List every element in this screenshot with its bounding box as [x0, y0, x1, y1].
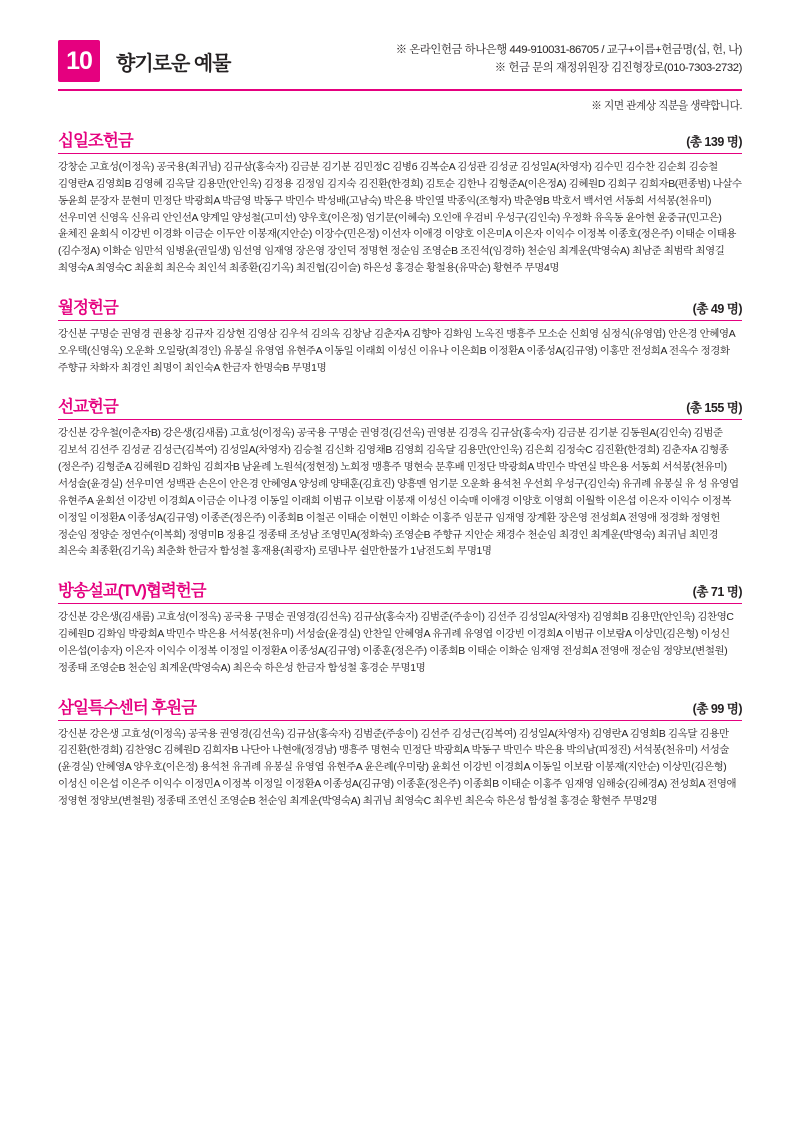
- omission-note: ※ 지면 관계상 직분을 생략합니다.: [591, 100, 742, 112]
- section-title: 십일조헌금: [58, 132, 133, 150]
- section-count: (총 71 명): [692, 585, 742, 600]
- section-header: [58, 577, 742, 604]
- offering-section-tv-broadcast: [58, 577, 742, 677]
- section-count: (총 139 명): [686, 135, 742, 149]
- online-offering-note: ※ 온라인헌금 하나은행 449-910031-86705 / 교구+이름+헌금명(십, 헌, 나): [395, 44, 742, 56]
- section-header: [58, 393, 742, 420]
- section-count: (총 49 명): [692, 301, 742, 316]
- section-header: [58, 694, 742, 721]
- section-title: 삼일특수센터 후원금: [58, 698, 197, 717]
- section-count: (총 155 명): [686, 401, 742, 416]
- section-title: 선교헌금: [58, 398, 118, 417]
- section-header: [58, 294, 742, 321]
- donor-name-list: 강신분 강은생 고효성(이정옥) 공국용 권영경(김선옥) 김규삼(홍숙자) 김범준(주송이) 김선주 김성근(김복여) 김성일A(차영자) 김영란A 김영희B 김옥달 김용만 김진환(한경희) 김찬영C 김혜원D 김희자B 나단아 나현애(정경남) 맹흥주 명현숙 민정단 박광희A 박동구 박민수 박은용 박의남(피정진) 서석봉(천유미) 서성술(윤경실) 안혜영A 양우호(이은정) 용석천 유귀례 유봉실 유영엽 유현주A 윤은례(우미랑) 윤회선 이강빈 이경희A 이동일 이보람 이봉재(지안순) 이상민(김은형) 이성신 이은섭 이은주 이익수 이정민A 이정복 이정일 이정환A 이종성A(김규영) 이종훈(정은주) 이종희B 이태순 이홍주 임재영 임해숭(김혜경A) 전성희A 전영애 정영현 정양보(변철원) 정종태 조연신 조영순B 천순임 최계운(박영숙A) 최귀님 최영숙C 최우빈 최은숙 하은성 함성철 홍경순 황현주 무명2명: [58, 728, 737, 807]
- section-header: [58, 127, 742, 154]
- offering-contact-note: ※ 헌금 문의 재정위원장 김진형장로(010-7303-2732): [494, 61, 742, 74]
- section-title: 방송설교(TV)협력헌금: [58, 582, 206, 601]
- offering-section-mission: [58, 393, 742, 561]
- header-notes: [396, 40, 742, 77]
- offering-section-tithe: [58, 127, 742, 278]
- donor-name-list: 강신분 강은생(김새롬) 고효성(이정옥) 공국용 구명순 권영경(김선옥) 김규삼(홍숙자) 김범준(주송이) 김선주 김성일A(차영자) 김영희B 김용만(안인욱) 김찬영C 김혜원D 김화임 박광희A 박민수 박은용 서석봉(천유미) 서성술(윤경실) 안찬일 안혜영A 유귀례 유영엽 이강빈 이경희A 이범규 이보람A 이상민(김은형) 이성신 이은섭(이송자) 이은자 이익수 이정복 이정일 이정환A 이종성A(김규영) 이종훈(정은주) 이종회B 이태순 이화순 임재영 전성희A 전영애 정순임 정양보(변철원) 정종태 조영순B 천순임 최계운(박영숙A) 최은숙 하은성 한금자 함성철 홍경순 무명1명: [58, 612, 734, 674]
- section-number-badge: 10: [58, 40, 100, 82]
- page-title: 향기로운 예물: [116, 52, 231, 75]
- donor-name-list: 강신분 구명순 권영경 권용창 김규자 김상현 김영삼 김우석 김의옥 김창남 김춘자A 김향아 김화임 노옥진 맹흥주 모소순 신희영 심정식(유영엽) 안은경 안혜영A 오우택(신영옥) 오운화 오일랑(최경인) 유봉실 유영엽 유현주A 이동일 이래희 이성신 이유나 이은희B 이정환A 이종성A(김규영) 이홍만 전성희A 전옥수 정경화 주향규 차화자 최경인 최명이 최인숙A 한금자 한명숙B 무명1명: [58, 328, 735, 374]
- offering-section-samil-center: [58, 694, 742, 811]
- donor-name-list: 강창순 고효성(이정옥) 공국용(최귀님) 김규삼(홍숙자) 김금분 김기분 김민정C 김병б 김복순A 김성관 김성균 김성일A(차영자) 김수민 김수찬 김순회 김승철 김영란A 김영희B 김영혜 김옥달 김용만(안인욱) 김정용 김정임 김지숙 김진환(한경희) 김토순 김한나 김형준A(이은정A) 김혜원D 김희구 김희자B(편종범) 나살수 동윤희 문장자 문현미 민정단 박광희A 박금영 박동구 박민수 박성배(고남숙) 박은용 박인열 박종익(조형자) 박춘영B 박호서 백서연 서동희 서석봉(천유미) 선우미연 신영옥 신유리 안인선A 양계일 양성철(고미선) 양우호(이은정) 엄기문(이혜숙) 오인애 우검비 우성구(김인숙) 우정화 유옥동 윤아현 윤중규(민고은) 윤체진 윤회식 이강빈 이경화 이금순 이두안 이봉재(지안순) 이장수(민은정) 이선자 이애경 이양호 이은미A 이은자 이익수 이정복 이종호(정은주) 이태순 이태용(김수정A) 이화순 임만석 임병윤(권일생) 임선영 임재영 장은영 장인덕 정명현 정순임 조영순B 조진석(임경하) 천순임 최계운(박영숙A) 최남준 최범락 최영길 최영숙A 최영숙C 최윤희 최은숙 최인석 최종환(김기옥) 최진협(김이슬) 하은성 홍경순 황철용(유막순) 황현주 무명4명: [58, 162, 742, 275]
- section-title: 월정헌금: [58, 298, 118, 317]
- page-header: [58, 40, 742, 91]
- section-count: (총 99 명): [692, 701, 742, 716]
- offering-section-monthly: [58, 294, 742, 378]
- donor-name-list: 강신분 강우철(이춘자B) 강은생(김새롬) 고효성(이정옥) 공국용 구명순 권영경(김선옥) 권영분 김경옥 김규삼(홍숙자) 김금분 김기분 김동원A(김인숙) 김범준 김보석 김선주 김성균 김성근(김복여) 김성일A(차영자) 김승철 김신화 김영채B 김영희 김옥달 김용만(안인욱) 김은희 김정숙C 김진환(한경희) 김춘자A 김형종(정은주) 김형준A 김혜원D 김화임 김희자B 남윤례 노원석(정현정) 노희정 맹흥주 명현숙 문후배 민정단 박광희A 박민수 박연실 박은용 서동희 서석봉(천유미) 서성술(윤경실) 선우미연 성백관 손은이 안은경 안혜영A 양성례 양태훈(김효진) 양흥멘 엄기문 오운화 용석천 우선희 우성구(김인숙) 유귀례 유봉실 유 성 유영엽 유현주A 윤회선 이강빈 이경희A 이금순 이나경 이동일 이래희 이범규 이보람 이봉재 이성신 이숙매 이애경 이양호 이영희 이월학 이은섭 이은자 이익수 이정복 이정일 이정환A 이종성A(김규영) 이종존(정은주) 이종회B 이철곤 이태순 이현민 이화순 이홍주 임문규 임재영 장계환 장은영 전성희A 전영애 정경화 정영헌 정순임 정양순 정연수(이복희) 정영미B 정용길 정종태 조성남 조영민A(정화숙) 조영순B 주향규 지안순 채경수 천순임 최경인 최계운(박영숙) 최귀님 최민경 최은숙 최종환(김기옥) 최춘화 한금자 함성철 홍재용(최광자) 로뎀나무 쉴만한물가 1남전도회 무명1명: [58, 428, 739, 558]
- header-title-group: [58, 40, 230, 82]
